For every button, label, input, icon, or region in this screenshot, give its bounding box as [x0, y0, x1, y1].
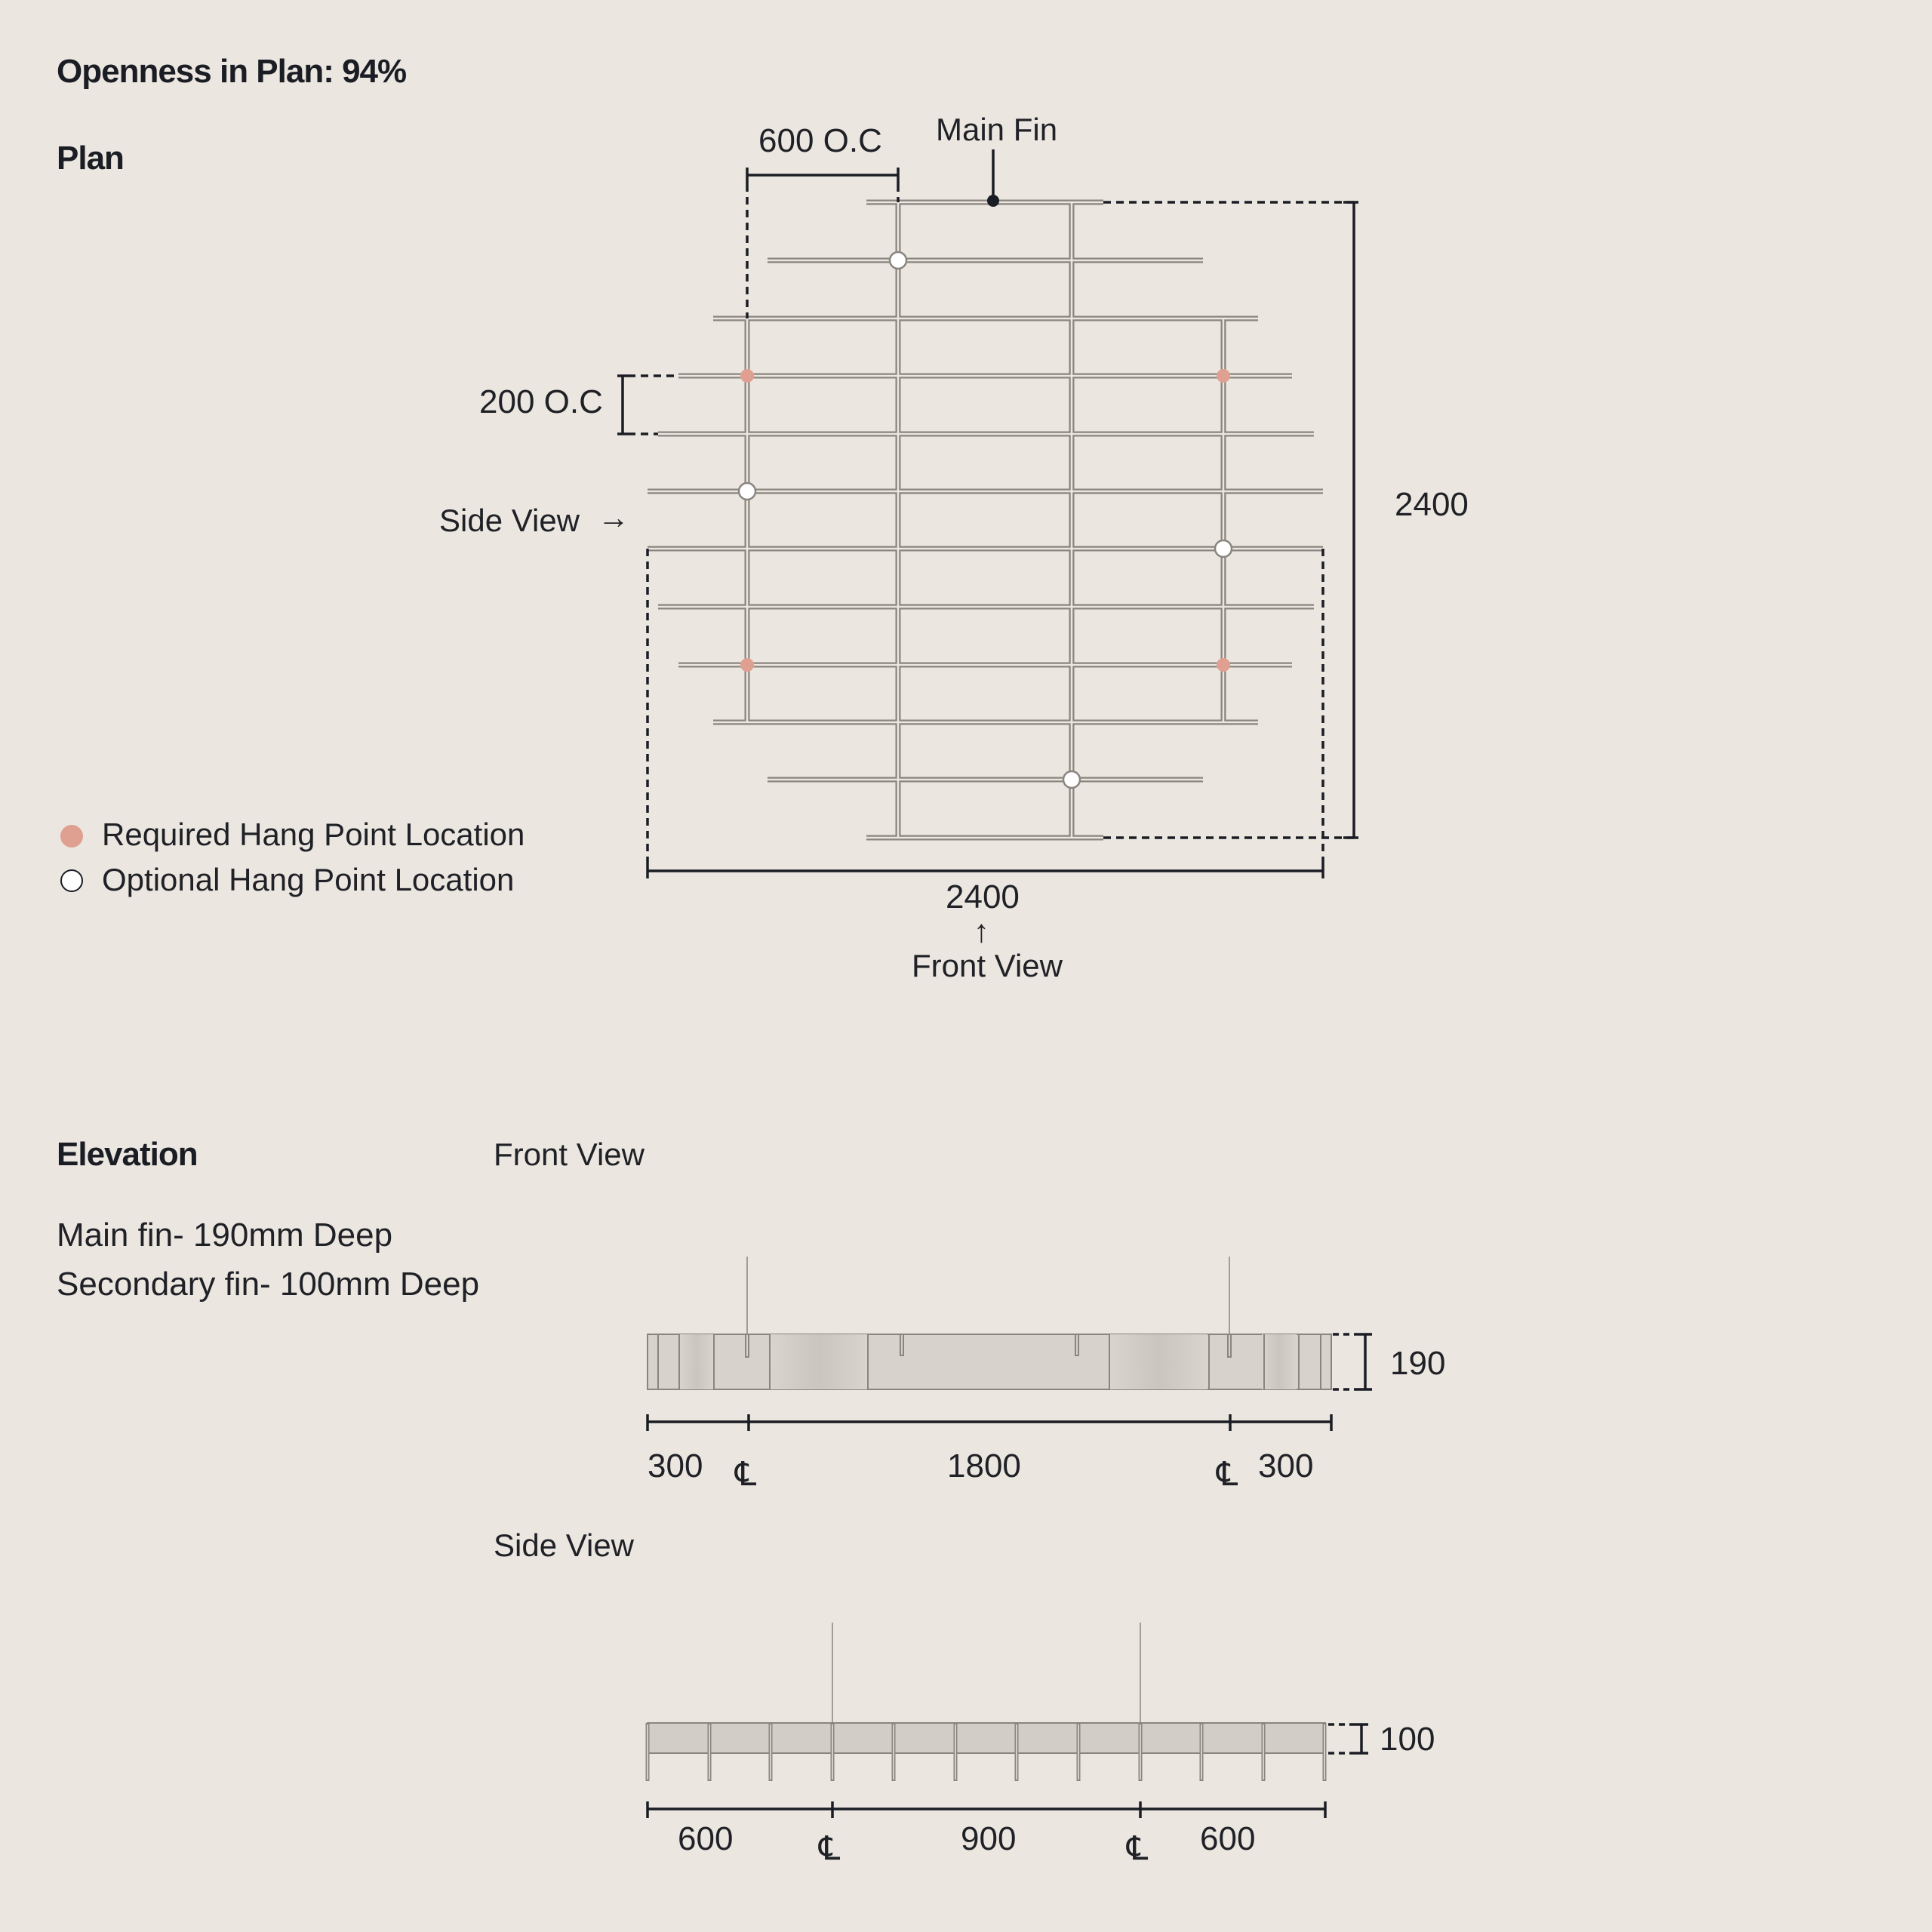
side-view-label: Side View: [439, 503, 580, 538]
optional-hang-point: [1215, 540, 1232, 557]
plan-title: Plan: [57, 140, 124, 177]
front-view-depth: 190: [1390, 1345, 1446, 1382]
centerline-icon: ℄: [819, 1830, 841, 1867]
openness-title: Openness in Plan: 94%: [57, 53, 407, 90]
height-dimension: 2400: [1395, 486, 1469, 523]
side-view-arrow-icon: →: [598, 500, 629, 535]
main-fin-marker: [987, 195, 999, 207]
side-view-heading: Side View: [494, 1527, 635, 1563]
side-view-depth: 100: [1380, 1721, 1435, 1758]
side-dim-center: 900: [961, 1820, 1017, 1857]
required-hang-point: [1217, 369, 1230, 383]
centerline-icon: ℄: [735, 1456, 757, 1493]
front-dim-left: 300: [648, 1447, 703, 1484]
front-view-heading: Front View: [494, 1137, 645, 1172]
front-dim-center: 1800: [947, 1447, 1021, 1484]
required-legend-label: Required Hang Point Location: [102, 817, 525, 852]
front-view-arrow-icon: ↑: [974, 913, 989, 949]
width-dimension: 2400: [946, 878, 1020, 915]
main-fin-label: Main Fin: [936, 112, 1058, 147]
front-dim-right: 300: [1258, 1447, 1314, 1484]
main-fin-note: Main fin- 190mm Deep: [57, 1217, 393, 1254]
optional-legend-label: Optional Hang Point Location: [102, 862, 515, 897]
optional-hang-point: [739, 483, 755, 500]
elevation-title: Elevation: [57, 1136, 198, 1173]
optional-hang-point: [890, 252, 906, 269]
secondary-fin-note: Secondary fin- 100mm Deep: [57, 1266, 480, 1303]
required-hang-point: [740, 369, 754, 383]
front-view-elevation: [648, 1257, 1372, 1431]
required-hang-point: [1217, 658, 1230, 672]
spacing-main-label: 600 O.C: [758, 122, 882, 159]
side-dim-left: 600: [678, 1820, 734, 1857]
side-dim-right: 600: [1200, 1820, 1256, 1857]
front-view-label: Front View: [912, 948, 1063, 983]
centerline-icon: ℄: [1217, 1456, 1238, 1493]
spacing-secondary-label: 200 O.C: [479, 383, 603, 420]
side-view-elevation: [648, 1623, 1368, 1818]
required-legend-dot: [60, 825, 83, 848]
optional-legend-dot: [60, 869, 83, 892]
required-hang-point: [740, 658, 754, 672]
optional-hang-point: [1063, 771, 1080, 788]
centerline-icon: ℄: [1127, 1830, 1149, 1867]
